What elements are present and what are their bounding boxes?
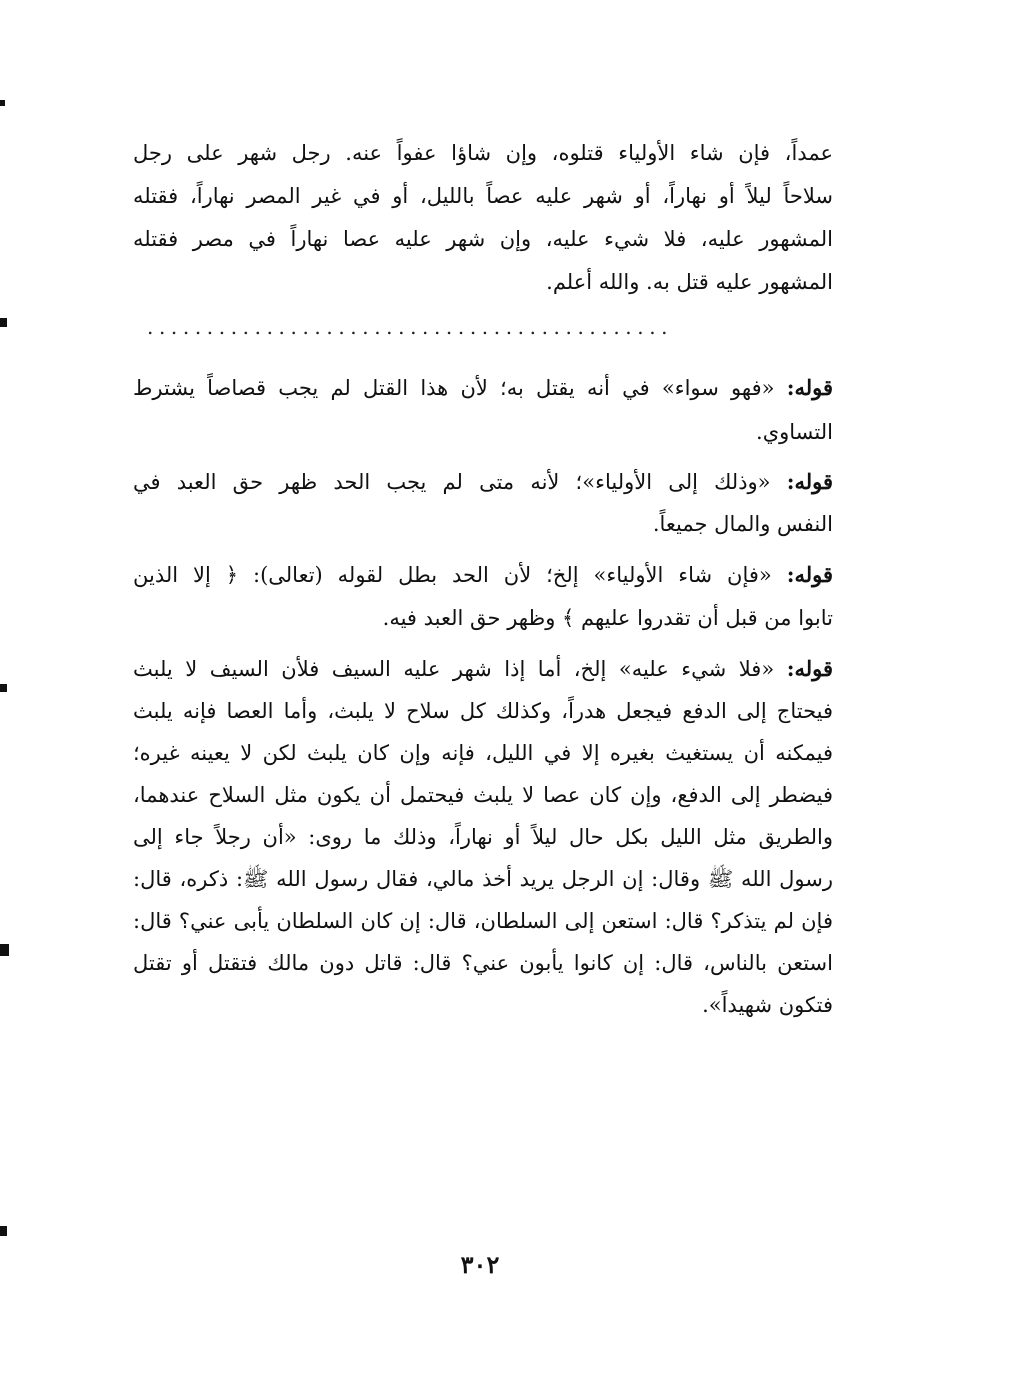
body-line: سلاحاً ليلاً أو نهاراً، أو شهر عليه عصاً بالليل، أو في غير المصر نهاراً، فقتله [133,184,833,208]
commentary-line: النفس والمال جميعاً. [652,512,833,536]
commentary-line [133,554,833,596]
commentary-line: والطريق مثل الليل بكل حال ليلاً أو نهاراً، وذلك ما روى: «أن رجلاً جاء إلى [133,825,833,849]
commentary-line: فيمكنه أن يستغيث بغيره إلا في الليل، فإنه وإن كان يلبث لكن لا يعينه غيره؛ [133,741,833,765]
commentary-lead: قوله: [786,469,833,494]
scan-margin-mark [0,318,7,327]
commentary-text: «وذلك إلى الأولياء»؛ لأنه متى لم يجب الحد ظهر حق العبد في [133,470,771,494]
body-line: عمداً، فإن شاء الأولياء قتلوه، وإن شاؤا عفواً عنه. رجل شهر على رجل [133,141,833,165]
commentary-line: فيضطر إلى الدفع، وإن كان عصا لا يلبث فيحتمل أن يكون مثل السلاح عندهما، [133,783,833,807]
commentary-line [133,648,833,690]
scan-margin-mark [0,944,9,956]
body-line: المشهور عليه، فلا شيء عليه، وإن شهر عليه عصا نهاراً في مصر فقتله [133,227,833,251]
commentary-line: رسول الله ﷺ وقال: إن الرجل يريد أخذ مالي، فقال رسول الله ﷺ: ذكره، قال: [133,867,833,891]
commentary-line: فيحتاج إلى الدفع فيجعل هدراً، وكذلك كل سلاح لا يلبث، وأما العصا فإنه يلبث [133,699,833,723]
commentary-text: «فلا شيء عليه» إلخ، أما إذا شهر عليه السيف فلأن السيف لا يلبث [133,657,775,681]
commentary-text: «فهو سواء» في أنه يقتل به؛ لأن هذا القتل لم يجب قصاصاً يشترط [133,376,775,400]
commentary-line: فتكون شهيداً». [702,993,833,1017]
dotted-separator: ............................................ [147,315,674,339]
body-line: المشهور عليه قتل به. والله أعلم. [546,270,833,294]
commentary-line: فإن لم يتذكر؟ قال: استعن إلى السلطان، قال: إن كان السلطان يأبى عني؟ قال: [133,909,833,933]
scan-margin-mark [0,684,7,692]
commentary-line [133,367,833,409]
page-number: ٣٠٢ [460,1250,500,1279]
commentary-line: التساوي. [756,420,833,444]
commentary-text: «فإن شاء الأولياء» إلخ؛ لأن الحد بطل لقوله (تعالى): ﴿ إلا الذين [133,563,772,587]
commentary-line [133,461,833,503]
commentary-line: تابوا من قبل أن تقدروا عليهم ﴾ وظهر حق العبد فيه. [382,606,833,630]
commentary-lead: قوله: [786,656,833,681]
commentary-line: استعن بالناس، قال: إن كانوا يأبون عني؟ قال: قاتل دون مالك فتقتل أو تقتل [133,951,833,975]
scan-margin-mark [0,1226,7,1236]
commentary-lead: قوله: [786,375,833,400]
commentary-lead: قوله: [786,562,833,587]
scan-margin-mark [0,100,5,106]
